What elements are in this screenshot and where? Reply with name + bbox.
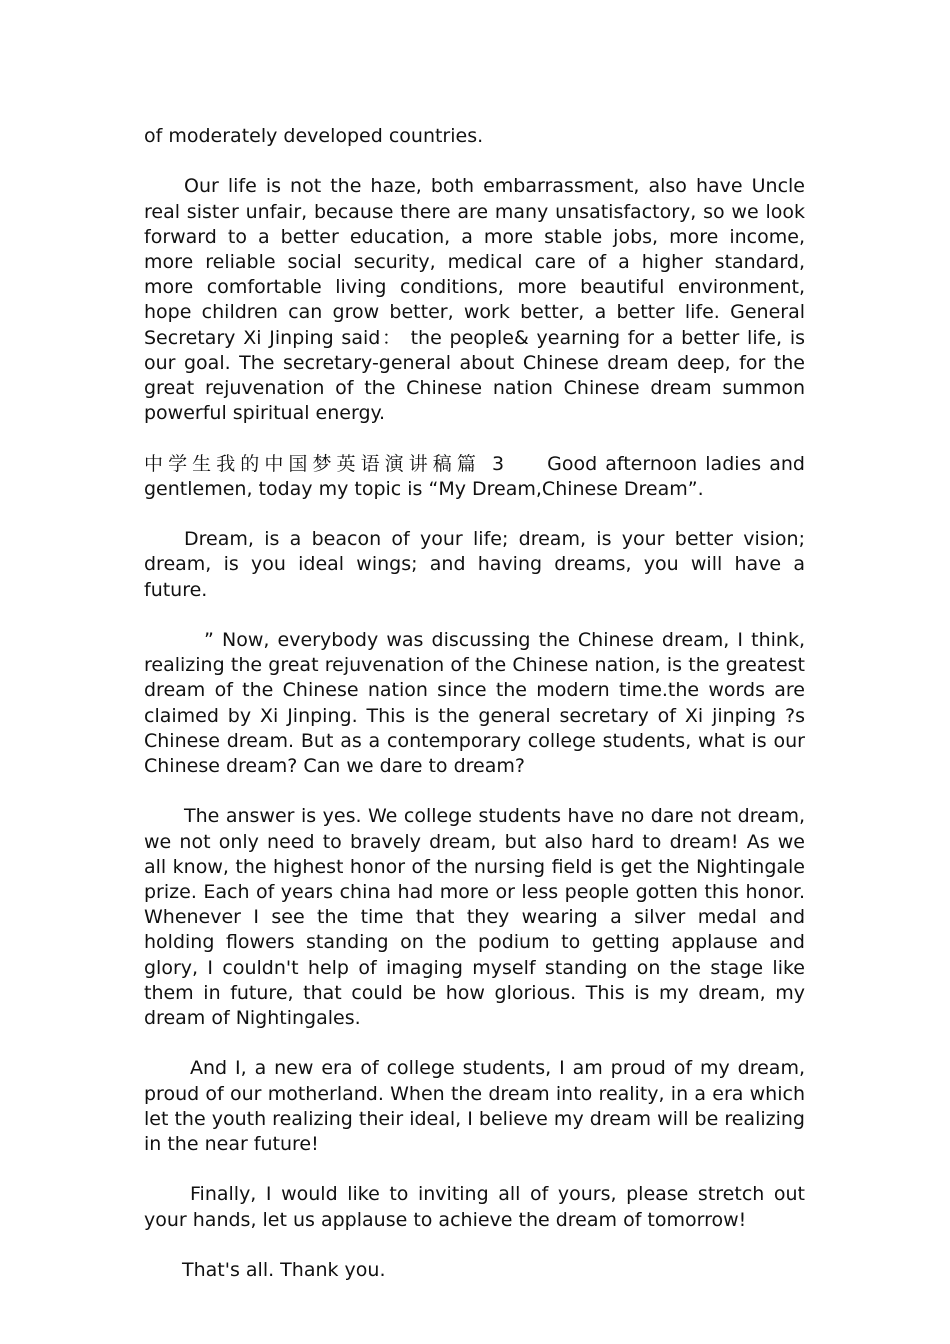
section-title-cjk: 中学生我的中国梦英语演讲稿篇 3 bbox=[144, 452, 508, 475]
section-intro: Good afternoon ladies and gentlemen, today my topic is “My Dream,Chinese Dream”. bbox=[144, 452, 805, 500]
paragraph: Finally, I would like to inviting all of yours, please stretch out your hands, let us applause to achieve the dream of tomorrow! bbox=[144, 1183, 805, 1231]
document-page bbox=[144, 124, 805, 1308]
paragraph: of moderately developed countries. bbox=[144, 125, 484, 147]
paragraph: ” Now, everybody was discussing the Chinese dream, I think, realizing the great rejuvenation of the Chinese nation, is the greatest dream of the Chinese nation since the modern time.the words are claimed by Xi Jinping. This is the general secretary of Xi jinping ?s Chinese dream. But as a contemporary college students, what is our Chinese dream? Can we dare to dream? bbox=[144, 629, 805, 778]
paragraph: That's all. Thank you. bbox=[182, 1259, 386, 1282]
paragraph: And I, a new era of college students, I am proud of my dream, proud of our motherland. When the dream into reality, in a era which let the youth realizing their ideal, I believe my dream will be realizing in the near future! bbox=[144, 1057, 805, 1156]
paragraph: Our life is not the haze, both embarrassment, also have Uncle real sister unfair, because there are many unsatisfactory, so we look forward to a better education, a more stable jobs, more income, more reliable social security, medical care of a higher standard, more comfortable living conditions, more beautiful environment, hope children can grow better, work better, a better life. General Secretary Xi Jinping said： the people& yearning for a better life, is our goal. The secretary-general about Chinese dream deep, for the great rejuvenation of the Chinese nation Chinese dream summon powerful spiritual energy. bbox=[144, 175, 805, 425]
paragraph: Dream, is a beacon of your life; dream, is your better vision; dream, is you ideal wings; and having dreams, you will have a future. bbox=[144, 528, 805, 601]
section-heading bbox=[144, 452, 805, 502]
paragraph: The answer is yes. We college students have no dare not dream, we not only need to bravely dream, but also hard to dream! As we all know, the highest honor of the nursing field is get the Nightingale prize. Each of years china had more or less people gotten this honor. Whenever I see the time that they wearing a silver medal and holding flowers standing on the podium to getting applause and glory, I couldn't help of imaging myself standing on the stage like them in future, that could be how glorious. This is my dream, my dream of Nightingales. bbox=[144, 805, 805, 1030]
